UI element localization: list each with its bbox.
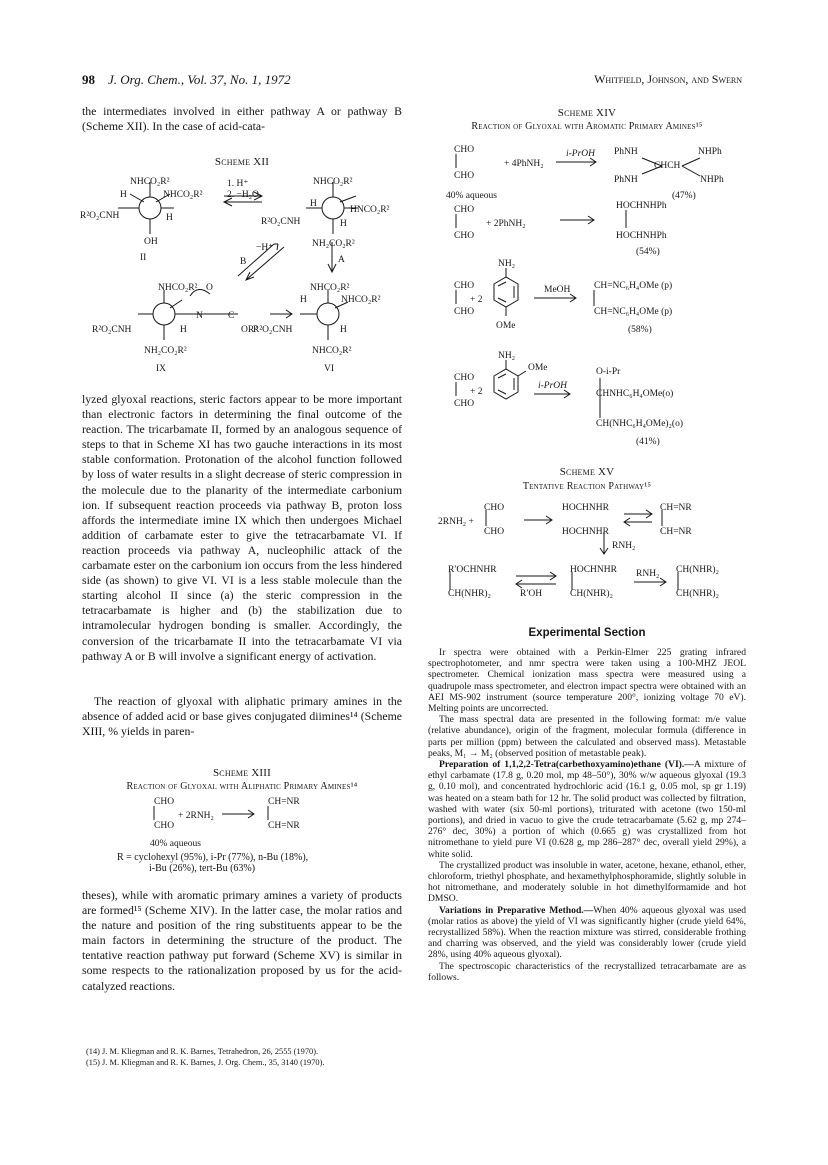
running-authors: Whitfield, Johnson, and Swern bbox=[594, 72, 742, 86]
s14-r3-nh2: NH₂ bbox=[498, 259, 516, 269]
s12-ii-label: II bbox=[140, 253, 147, 263]
exp-para-6: The spectroscopic characteristics of the recrystallized tetracarbamate are as follows. bbox=[428, 960, 746, 983]
s14-r2-p2: HOCHNHPh bbox=[616, 231, 667, 241]
s13-cho2: CHO bbox=[154, 821, 175, 831]
s12-vi-h2: H bbox=[340, 325, 347, 335]
s12-c-n2: HNCO₂R² bbox=[350, 205, 390, 215]
scheme13-r-line1: R = cyclohexyl (95%), i-Pr (77%), n-Bu (18%), bbox=[117, 852, 309, 863]
left-intro: the intermediates involved in either pathway A or pathway B (Scheme XII). In the case of acid-cata- bbox=[82, 104, 402, 134]
s12-c-r: R²O₂CNH bbox=[261, 217, 301, 227]
s13-amine: + 2RNH₂ bbox=[178, 811, 214, 821]
scheme14-subtitle: Reaction of Glyoxal with Aromatic Primary Amines¹⁵ bbox=[471, 121, 703, 132]
s12-ix-label: IX bbox=[156, 364, 167, 374]
s14-r3-yield: (58%) bbox=[628, 325, 652, 335]
s12-vi-h: H bbox=[300, 295, 307, 305]
experimental-heading: Experimental Section bbox=[528, 627, 646, 639]
s15-chnr2: CH=NR bbox=[660, 527, 692, 537]
s15-ch4: CH(NHR)₂ bbox=[676, 589, 719, 599]
s14-r3-solv: MeOH bbox=[544, 285, 571, 295]
s14-r4-p2: CHNHC₆H₄OMe(o) bbox=[596, 389, 674, 399]
scheme15-subtitle: Tentative Reaction Pathway¹⁵ bbox=[522, 481, 652, 492]
s12-ii-oh: OH bbox=[144, 237, 158, 247]
s14-r4-nh2: NH₂ bbox=[498, 351, 516, 361]
s15-ch2: CH(NHR)₂ bbox=[570, 589, 613, 599]
s12-ii-h2: H bbox=[166, 213, 173, 223]
scheme14-diagram bbox=[432, 138, 762, 458]
s14-r1-cho1: CHO bbox=[454, 145, 475, 155]
scheme15-title: Scheme XV bbox=[559, 466, 615, 478]
s15-ch3: CH(NHR)₂ bbox=[676, 565, 719, 575]
scheme13-subtitle: Reaction of Glyoxal with Aliphatic Primary Amines¹⁴ bbox=[126, 781, 358, 792]
s15-rnh2b: RNH₂ bbox=[612, 541, 636, 551]
s13-cho1: CHO bbox=[154, 797, 175, 807]
s15-roh: R′OH bbox=[520, 589, 543, 599]
s14-r1-p4: PhNH bbox=[614, 175, 638, 185]
s14-r1-p1: PhNH bbox=[614, 147, 638, 157]
s12-path-a: A bbox=[338, 255, 345, 265]
s12-ix-n2: NH₂CO₂R² bbox=[144, 346, 187, 356]
footnote-15: (15) J. M. Kliegman and R. K. Barnes, J. Org. Chem., 35, 3140 (1970). bbox=[86, 1058, 325, 1067]
s14-r1-aq: 40% aqueous bbox=[446, 191, 497, 201]
s12-c-n3: NH₂CO₂R² bbox=[312, 239, 355, 249]
s14-r3-p1: CH=NC₆H₄OMe (p) bbox=[594, 281, 673, 291]
s14-r1-solv: i-PrOH bbox=[566, 149, 596, 159]
journal-citation: J. Org. Chem., Vol. 37, No. 1, 1972 bbox=[108, 72, 291, 87]
s12-minus-h: −H⁺ bbox=[256, 243, 274, 253]
exp-para-5-body: When 40% aqueous glyoxal was used (molar ratios as above) the yield of VI was significantly higher (crude yield 64%, recrystallized 58%). When the reaction mixture was stirred, considerable frothing and charring was observed, and the yield was considerably lower (crude yield 28%, using 40% aqueous glyoxal). bbox=[428, 904, 746, 961]
s12-vi-label: VI bbox=[324, 364, 335, 374]
exp-para-5 bbox=[428, 905, 746, 961]
s15-rnh2: 2RNH₂ + bbox=[438, 517, 474, 527]
s12-ii-n2: NHCO₂R² bbox=[163, 190, 203, 200]
s14-r4-solv: i-PrOH bbox=[538, 381, 568, 391]
scheme13-title: Scheme XIII bbox=[212, 767, 271, 779]
s14-r3-plus: + 2 bbox=[470, 295, 483, 305]
s12-step2: 2. −H₂O bbox=[227, 190, 259, 200]
s15-cho2: CHO bbox=[484, 527, 505, 537]
s12-c-h: H bbox=[310, 199, 317, 209]
s14-r2-cho1: CHO bbox=[454, 205, 475, 215]
s12-ix-h: H bbox=[180, 325, 187, 335]
s12-c-h2: H bbox=[340, 219, 347, 229]
page-number: 98 bbox=[82, 72, 95, 87]
s12-ix-n1: NHCO₂R² bbox=[158, 283, 198, 293]
s15-ch1: CH(NHR)₂ bbox=[448, 589, 491, 599]
s12-ix-or: OR² bbox=[241, 325, 258, 335]
s12-step1: 1. H⁺ bbox=[227, 179, 249, 189]
scheme12-title: Scheme XII bbox=[214, 156, 270, 168]
footnote-14: (14) J. M. Kliegman and R. K. Barnes, Tetrahedron, 26, 2555 (1970). bbox=[86, 1047, 319, 1056]
s14-r4-p1: O-i-Pr bbox=[596, 367, 621, 377]
exp-para-3-heading: Preparation of 1,1,2,2-Tetra(carbethoxyamino)ethane (VI).— bbox=[439, 759, 694, 771]
s14-r1-p2: CHCH bbox=[654, 161, 681, 171]
s14-r1-cho2: CHO bbox=[454, 171, 475, 181]
s14-r4-cho1: CHO bbox=[454, 373, 475, 383]
s14-r1-yield: (47%) bbox=[672, 191, 696, 201]
s14-r1-p3: NHPh bbox=[698, 147, 722, 157]
s14-r3-cho2: CHO bbox=[454, 307, 475, 317]
s14-r4-ome: OMe bbox=[528, 363, 548, 373]
s12-vi-n3: NHCO₂R² bbox=[312, 346, 352, 356]
s15-ro: R′OCHNHR bbox=[448, 565, 497, 575]
s15-hoch1: HOCHNHR bbox=[562, 503, 609, 513]
s12-vi-r: R²O₂CNH bbox=[253, 325, 293, 335]
s12-vi-n1: NHCO₂R² bbox=[310, 283, 350, 293]
left-para3: theses), while with aromatic primary amines a variety of products are formed¹⁵ (Scheme XIV). In the latter case, the molar ratios and the nature and position of the ring substituents appear to be the main factors in determining the structure of the product. The tentative reaction pathway put forward (Scheme XV) is similar in some respects to the rationalization proposed by us for the acid-catalyzed reactions. bbox=[82, 888, 402, 993]
s14-r2-yield: (54%) bbox=[636, 247, 660, 257]
s12-c-n1: NHCO₂R² bbox=[313, 177, 353, 187]
exp-para-3 bbox=[428, 759, 746, 860]
scheme13-r-line2: i-Bu (26%), tert-Bu (63%) bbox=[149, 863, 256, 874]
scheme12-diagram bbox=[78, 172, 408, 372]
s13-prod1: CH=NR bbox=[268, 797, 300, 807]
s15-hoch3: HOCHNHR bbox=[570, 565, 617, 575]
exp-para-4: The crystallized product was insoluble in water, acetone, hexane, ethanol, ether, chloroform, triethyl phosphate, and hexamethylphosphoramide, slightly soluble in hot nitromethane, and moderately soluble in hot dimethylformamide and hot DMSO. bbox=[428, 859, 746, 905]
s14-r3-p2: CH=NC₆H₄OMe (p) bbox=[594, 307, 673, 317]
s12-ii-n1: NHCO₂R² bbox=[130, 177, 170, 187]
exp-para-3-body: A mixture of ethyl carbamate (17.8 g, 0.20 mol, mp 48–50°), 30% w/w aqueous glyoxal (19.3 g, 0.10 mol), and concentrated hydrochloric acid (16.1 g, 0.05 mol, sp gr 1.19) was heated on a steam bath for 12 hr. The solid product was collected by filtration, washed with water (six 50-ml portions), triturated with acetone (two 150-ml portions), and dried in vacuo to give the crude tetracarbamate (5.62 g, mp 274–276° dec, 30%) a portion of which (0.665 g) was crystallized from hot nitromethane to yield pure VI (0.628 g, mp 286–287° dec, overall yield 29%), a white solid. bbox=[428, 759, 747, 860]
s15-rnh2c: RNH₂ bbox=[636, 569, 660, 579]
s14-r4-yield: (41%) bbox=[636, 437, 660, 447]
s14-r4-p3: CH(NHC₆H₄OMe)₂(o) bbox=[596, 419, 683, 429]
s15-hoch2: HOCHNHR bbox=[562, 527, 609, 537]
s12-path-b: B bbox=[240, 257, 247, 267]
s12-ix-o: O bbox=[206, 283, 213, 293]
s15-chnr1: CH=NR bbox=[660, 503, 692, 513]
s14-r1-amine: + 4PhNH₂ bbox=[504, 159, 544, 169]
s14-r2-p1: HOCHNHPh bbox=[616, 201, 667, 211]
exp-para-1: Ir spectra were obtained with a Perkin-Elmer 225 grating infrared spectrophotometer, and nmr spectra were taken using a 100-MHZ JEOL spectrometer. Chemical ionization mass spectra were measured using a quadrupole mass spectrometer, and electron impact spectra were obtained with an AEI MS-902 instrument (source temperature 200°, ionizing voltage 70 eV). Melting points are uncorrected. bbox=[428, 647, 746, 715]
exp-para-5-heading: Variations in Preparative Method.— bbox=[439, 904, 594, 916]
s13-prod2: CH=NR bbox=[268, 821, 300, 831]
left-para2: The reaction of glyoxal with aliphatic primary amines in the absence of added acid or base gives conjugated diimines¹⁴ (Scheme XIII, % yields in paren- bbox=[82, 694, 402, 739]
s12-ix-r: R²O₂CNH bbox=[92, 325, 132, 335]
s14-r3-ome: OMe bbox=[496, 321, 516, 331]
s15-cho1: CHO bbox=[484, 503, 505, 513]
left-para1: lyzed glyoxal reactions, steric factors appear to be more important than electronic factors in determining the final outcome of the reaction. The tricarbamate II, formed by an analogous sequence of steps to that in Scheme XI has two gauche interactions in its most stable conformation. Protonation of the alcohol function followed by loss of water results in a slight decrease of steric compression in the molecule due to the planarity of the intermediate carbonium ion. If subsequent reaction proceeds via pathway B, proton loss affords the intermediate imine IX which then undergoes Michael addition of carbamate ester to give the tetracarbamate VI. If reaction proceeds via pathway A, nucleophilic attack of the carbamate ester on the carbonium ion occurs from the less hindered side (as shown) to give VI. VI is a less stable molecule than the starting alcohol II since (a) the steric compression in the tetracarbamate is higher and (b) the stabilization due to intramolecular hydrogen bonding is smaller. Accordingly, the conversion of the tricarbamate II into the tetracarbamate VI via pathway A or B will involve a significant energy of activation. bbox=[82, 392, 402, 663]
s12-vi-n2: NHCO₂R² bbox=[341, 295, 381, 305]
s12-ix-n: N bbox=[196, 311, 203, 321]
s14-r4-cho2: CHO bbox=[454, 399, 475, 409]
s14-r2-amine: + 2PhNH₂ bbox=[486, 219, 526, 229]
scheme14-title: Scheme XIV bbox=[557, 107, 617, 119]
experimental-text bbox=[428, 647, 746, 983]
exp-para-2: The mass spectral data are presented in the following format: m/e value (relative abundance), origin of the fragment, molecular formula (difference in parts per million (ppm) between the calculated and observed mass). Metastable peaks, M₁ → M₂ (observed position of metastable peak). bbox=[428, 714, 746, 759]
s14-r1-p5: NHPh bbox=[700, 175, 724, 185]
s12-ii-h1: H bbox=[120, 190, 127, 200]
s12-ix-c: C bbox=[228, 311, 235, 321]
s14-r2-cho2: CHO bbox=[454, 231, 475, 241]
s12-ii-r: R²O₂CNH bbox=[80, 211, 120, 221]
s14-r3-cho1: CHO bbox=[454, 281, 475, 291]
s13-aq: 40% aqueous bbox=[150, 839, 201, 849]
scheme15-diagram bbox=[438, 498, 758, 608]
s14-r4-plus: + 2 bbox=[470, 387, 483, 397]
